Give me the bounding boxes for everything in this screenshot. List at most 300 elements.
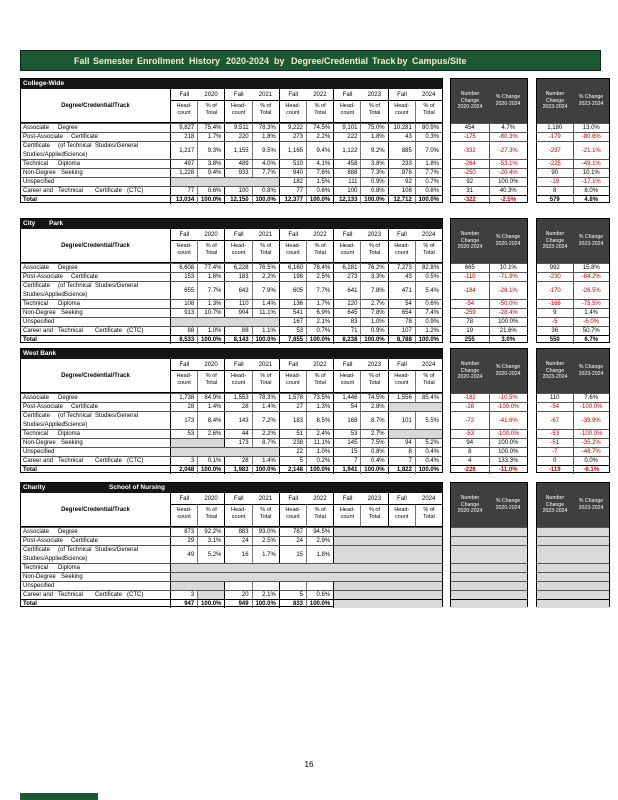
summary-row: [537, 456, 609, 465]
pct-cell: 73.5%: [306, 394, 333, 402]
table-row: [21, 299, 442, 308]
pct-cell: 100.0%: [252, 466, 279, 474]
subheader-pct-of-total: % of Total: [415, 101, 442, 122]
headcount-cell: [333, 591, 360, 599]
headcount-cell: 100: [224, 187, 251, 195]
year-label: 2023: [367, 495, 381, 502]
headcount-cell: [333, 564, 360, 572]
percent-change-cell: -27.3%: [489, 142, 528, 159]
pct-cell: 2.1%: [306, 318, 333, 326]
year-header: [224, 89, 278, 101]
year-season-label: Fall: [233, 231, 244, 238]
headcount-cell: 24: [224, 537, 251, 545]
pct-cell: 78.3%: [252, 124, 279, 132]
pct-cell: [306, 564, 333, 572]
campus-table-block: [20, 78, 610, 203]
percent-change-cell: 100.0%: [489, 439, 528, 447]
subheader-headcount: Head- count: [176, 373, 192, 386]
summary-row: [537, 281, 609, 299]
row-label-text: Unspecified: [23, 583, 55, 589]
row-label-text: Certificate: [71, 538, 99, 544]
summary-row: [451, 563, 527, 572]
headcount-cell: 5: [279, 591, 306, 599]
percent-change-cell: 100.0%: [489, 178, 528, 186]
pct-cell: 1.0%: [360, 318, 387, 326]
summary-header: [451, 349, 527, 393]
headcount-cell: [388, 573, 415, 581]
pct-cell: [306, 582, 333, 590]
table-header: [21, 493, 442, 527]
row-label-text: Technical: [58, 458, 84, 464]
row-label: [21, 466, 171, 474]
pct-cell: 75.4%: [197, 124, 224, 132]
summary-row: [451, 132, 527, 141]
pct-cell: 100.0%: [197, 336, 224, 344]
pct-cell: 76.2%: [360, 264, 387, 272]
headcount-cell: [224, 178, 251, 186]
table-row: [21, 545, 442, 563]
row-label-text: Unspecified: [23, 319, 55, 325]
subheader-headcount: Head- count: [333, 505, 360, 526]
number-change-cell: 8: [553, 188, 557, 194]
summary-row: [537, 402, 609, 411]
row-label-text: Technical: [23, 301, 49, 307]
year-label: 2020: [204, 231, 218, 238]
pct-cell: 0.3%: [415, 133, 442, 141]
title-segment: Degree/Credential: [291, 55, 369, 66]
headcount-cell: [388, 546, 415, 563]
summary-header: [537, 483, 609, 527]
table-row: [21, 308, 442, 317]
year-season-label: Fall: [233, 495, 244, 502]
headcount-cell: 220: [333, 300, 360, 308]
number-change-cell: [537, 582, 573, 590]
summary-row: [451, 326, 527, 335]
summary-row: [537, 317, 609, 326]
change-2020-2024-box: [450, 218, 528, 343]
pct-cell: 100.0%: [197, 466, 224, 474]
number-change-cell: 9: [553, 310, 557, 316]
row-label-text: Certificate: [71, 404, 99, 410]
pct-cell: 0.8%: [252, 187, 279, 195]
summary-row: [451, 402, 527, 411]
summary-row: [451, 186, 527, 195]
headcount-cell: [224, 448, 251, 456]
summary-row: [451, 527, 527, 536]
headcount-cell: 168: [333, 412, 360, 429]
headcount-cell: 947: [184, 601, 195, 607]
pct-cell: 9.4%: [197, 169, 224, 177]
pct-cell: [306, 573, 333, 581]
pct-cell: 100.0%: [415, 196, 442, 204]
summary-row: [451, 168, 527, 177]
summary-row: [537, 326, 609, 335]
headcount-cell: 6,608: [179, 265, 195, 271]
column-header-degree-credential-track: Degree/Credential/Track: [21, 229, 171, 262]
summary-row: [451, 572, 527, 581]
year-season-label: Fall: [288, 91, 298, 98]
number-change-cell: 78: [466, 319, 474, 325]
headcount-cell: 173: [224, 439, 251, 447]
row-label: [21, 412, 171, 429]
headcount-cell: 458: [333, 160, 360, 168]
row-label: [21, 394, 171, 402]
pct-cell: [197, 582, 224, 590]
year-header: [388, 89, 442, 101]
row-label-text: Certificate: [23, 143, 51, 149]
pct-cell: [252, 448, 279, 456]
summary-row: [537, 159, 609, 168]
percent-change-cell: -80.3%: [489, 133, 528, 141]
pct-cell: 7.8%: [360, 282, 387, 299]
row-label-text: Post-Associate: [23, 538, 64, 544]
subheader-headcount: Head- count: [224, 371, 251, 392]
summary-row: [451, 281, 527, 299]
pct-cell: 100.0%: [252, 196, 279, 204]
headcount-cell: [388, 528, 415, 536]
title-segment: by: [397, 55, 408, 66]
pct-cell: 0.4%: [360, 457, 387, 465]
headcount-cell: 904: [224, 309, 251, 317]
table-header: [21, 89, 442, 123]
pct-cell: [360, 573, 387, 581]
subheader-pct-of-total: % of Total: [360, 241, 387, 262]
year-season-label: Fall: [179, 495, 190, 502]
headcount-cell: [171, 439, 197, 447]
pct-cell: 1.0%: [306, 448, 333, 456]
pct-cell: [360, 591, 387, 599]
pct-cell: 0.2%: [306, 457, 333, 465]
row-label: [21, 546, 171, 563]
summary-header-column: Number Change 2020-2024: [457, 90, 483, 111]
percent-change-cell: -49.1%: [573, 160, 610, 168]
headcount-cell: 8,788: [388, 336, 415, 344]
row-label: [21, 537, 171, 545]
row-label-text: (of Technical: [58, 283, 92, 289]
subheader-row: [171, 371, 442, 392]
pct-cell: [415, 430, 442, 438]
pct-cell: 0.6%: [415, 300, 442, 308]
summary-row: [537, 563, 609, 572]
headcount-cell: 43: [388, 273, 415, 281]
pct-cell: 100.0%: [306, 196, 333, 204]
year-label: 2024: [422, 361, 436, 368]
number-change-cell: [451, 564, 489, 572]
pct-cell: [197, 448, 224, 456]
summary-row: [451, 545, 527, 563]
pct-cell: [197, 318, 224, 326]
pct-cell: 84.9%: [197, 394, 224, 402]
subheader-headcount: Head- count: [224, 241, 251, 262]
pct-cell: [197, 564, 224, 572]
headcount-cell: 7: [333, 457, 360, 465]
row-label-text: Degree: [58, 529, 78, 535]
summary-row: [451, 299, 527, 308]
summary-row: [537, 536, 609, 545]
table-row: [21, 177, 442, 186]
pct-cell: 2.4%: [306, 430, 333, 438]
table-row: [21, 527, 442, 536]
headcount-cell: 183: [279, 412, 306, 429]
headcount-cell: 6,160: [279, 264, 306, 272]
percent-change-cell: -71.9%: [489, 273, 528, 281]
number-change-cell: -54: [465, 301, 475, 307]
number-change-cell: -5: [552, 319, 558, 325]
number-change-cell: 992: [549, 265, 560, 271]
percent-change-cell: -20.4%: [489, 169, 528, 177]
subheader-headcount: Head- count: [224, 101, 251, 122]
percent-change-cell: 4.8%: [573, 196, 610, 204]
headcount-cell: 6,281: [333, 264, 360, 272]
headcount-cell: [224, 573, 251, 581]
headcount-cell: 273: [279, 133, 306, 141]
headcount-cell: 1,553: [224, 394, 251, 402]
table-row: [21, 263, 442, 272]
summary-header-column: % Change 2020-2024: [495, 498, 521, 511]
summary-row: [537, 429, 609, 438]
percent-change-cell: -28.4%: [489, 309, 528, 317]
percent-change-cell: -84.2%: [573, 273, 610, 281]
subheader-headcount: Head- count: [333, 101, 360, 122]
number-change-cell: 579: [549, 197, 560, 203]
summary-header: [537, 349, 609, 393]
subheader-row: [171, 241, 442, 262]
pct-cell: 100.0%: [306, 466, 333, 474]
headcount-cell: 2,048: [179, 467, 195, 473]
headcount-cell: 92: [388, 178, 415, 186]
number-change-cell: 110: [549, 395, 560, 401]
number-change-cell: -54: [550, 404, 560, 410]
row-label: [21, 133, 171, 141]
percent-change-cell: -75.5%: [573, 300, 610, 308]
number-change-cell: -322: [463, 197, 476, 203]
row-label-text: Certificate: [71, 274, 99, 280]
summary-header-column: % Change 2020-2024: [495, 364, 521, 377]
year-season-label: Fall: [397, 495, 407, 502]
number-change-cell: -237: [548, 147, 561, 154]
percent-change-cell: [573, 591, 610, 599]
number-change-cell: 665: [464, 265, 475, 271]
headcount-cell: 44: [224, 430, 251, 438]
pct-cell: 2.1%: [252, 591, 279, 599]
year-season-label: Fall: [397, 361, 407, 368]
pct-cell: 1.8%: [415, 160, 442, 168]
number-change-cell: 255: [464, 337, 475, 343]
percent-change-cell: 100.0%: [489, 318, 528, 326]
pct-cell: 3.1%: [197, 537, 224, 545]
pct-cell: 6.9%: [306, 309, 333, 317]
percent-change-cell: -35.2%: [573, 439, 610, 447]
summary-row: [451, 465, 527, 474]
percent-change-cell: [573, 573, 610, 581]
pct-cell: 8.7%: [360, 412, 387, 429]
number-change-cell: -182: [463, 395, 476, 401]
pct-cell: [360, 537, 387, 545]
pct-cell: 0.9%: [360, 327, 387, 335]
percent-change-cell: 15.8%: [573, 264, 610, 272]
subheader-headcount: Head- count: [333, 241, 360, 262]
headcount-cell: 108: [184, 301, 195, 307]
row-label-text: Non-Degree: [23, 440, 56, 446]
number-change-cell: [537, 546, 573, 563]
number-change-cell: -332: [463, 147, 476, 154]
year-label: 2023: [367, 231, 381, 238]
row-label: [21, 327, 171, 335]
headcount-cell: 16: [224, 546, 251, 563]
subheader-headcount: Head- count: [279, 505, 306, 526]
row-label-text: Associate: [23, 529, 50, 535]
number-change-cell: 4: [468, 458, 472, 464]
pct-cell: [360, 546, 387, 563]
headcount-cell: 173: [184, 417, 195, 424]
headcount-cell: [388, 403, 415, 411]
pct-cell: 1.4%: [252, 457, 279, 465]
year-label: 2023: [367, 91, 381, 98]
headcount-cell: 497: [184, 161, 195, 167]
pct-cell: 75.0%: [360, 124, 387, 132]
subheader-headcount: Head- count: [388, 101, 415, 122]
headcount-cell: 655: [184, 287, 195, 294]
row-label: [21, 273, 171, 281]
pct-cell: [360, 600, 387, 608]
row-label-text: Studies/General: [95, 143, 139, 149]
pct-cell: [360, 582, 387, 590]
pct-cell: 4.1%: [306, 160, 333, 168]
pct-cell: [415, 582, 442, 590]
headcount-cell: 9,827: [179, 125, 195, 131]
pct-cell: 94.5%: [306, 528, 333, 536]
number-change-cell: 0: [553, 458, 557, 464]
headcount-cell: [171, 582, 197, 590]
number-change-cell: -110: [463, 274, 476, 280]
headcount-cell: 7,855: [279, 336, 306, 344]
percent-change-cell: [489, 528, 528, 536]
pct-cell: 1.5%: [306, 178, 333, 186]
pct-cell: 78.3%: [252, 394, 279, 402]
pct-cell: 2.5%: [306, 273, 333, 281]
headcount-cell: 1,941: [333, 466, 360, 474]
title-segment: Enrollment: [137, 55, 185, 66]
pct-cell: 0.4%: [415, 448, 442, 456]
summary-row: [451, 317, 527, 326]
percent-change-cell: [573, 600, 610, 608]
pct-cell: 0.5%: [415, 273, 442, 281]
year-header: [279, 359, 333, 371]
headcount-cell: 49: [187, 551, 195, 558]
campus-title: School of Nursing: [109, 484, 165, 491]
pct-cell: [415, 600, 442, 608]
year-header: [171, 89, 224, 101]
headcount-cell: 5: [279, 457, 306, 465]
subheader-pct-of-total: % of Total: [415, 241, 442, 262]
table-row: [21, 429, 442, 438]
pct-cell: [252, 318, 279, 326]
subheader-pct-of-total: % of Total: [306, 101, 333, 122]
row-label: [21, 264, 171, 272]
pct-cell: 3.8%: [360, 160, 387, 168]
headcount-cell: 1,165: [279, 142, 306, 159]
headcount-cell: 10,281: [388, 124, 415, 132]
percent-change-cell: [489, 591, 528, 599]
pct-cell: 2.9%: [306, 537, 333, 545]
summary-header-column: % Change 2023-2024: [578, 498, 604, 511]
row-label-text: Career and: [23, 592, 54, 598]
number-change-cell: 94: [466, 440, 474, 446]
subheader-pct-of-total: % of Total: [197, 101, 224, 122]
number-change-cell: -28: [465, 404, 475, 410]
row-label-text: Total: [23, 467, 37, 473]
row-label-text: Associate: [23, 395, 50, 401]
table-row: [21, 402, 442, 411]
summary-header-column: % Change 2023-2024: [578, 364, 604, 377]
row-label-text: Science): [64, 292, 88, 298]
row-label-text: Diploma: [58, 301, 81, 307]
headcount-cell: 1,155: [224, 142, 251, 159]
percent-change-cell: -11.0%: [489, 466, 528, 474]
subheader-pct-of-total: % of Total: [197, 241, 224, 262]
summary-row: [537, 590, 609, 599]
number-change-cell: [451, 600, 489, 608]
percent-change-cell: 10.1%: [489, 264, 528, 272]
number-change-cell: 550: [549, 337, 560, 343]
row-label-text: Seeking: [61, 574, 83, 580]
pct-cell: 0.4%: [415, 457, 442, 465]
summary-row: [451, 536, 527, 545]
headcount-cell: [171, 573, 197, 581]
year-header: [388, 229, 442, 241]
headcount-cell: 885: [388, 142, 415, 159]
year-season-label: Fall: [342, 91, 353, 98]
row-label-text: Associate: [23, 265, 50, 271]
column-header-degree-credential-track: Degree/Credential/Track: [21, 89, 171, 122]
row-label-text: Non-Degree: [23, 574, 56, 580]
summary-header: [537, 79, 609, 123]
headcount-cell: 145: [333, 439, 360, 447]
pct-cell: 85.4%: [415, 394, 442, 402]
headcount-cell: [388, 582, 415, 590]
row-label-text: Total: [23, 601, 37, 607]
headcount-cell: 9,222: [279, 124, 306, 132]
headcount-cell: 949: [224, 600, 251, 608]
year-season-label: Fall: [233, 91, 244, 98]
headcount-cell: 641: [333, 282, 360, 299]
pct-cell: 100.0%: [415, 466, 442, 474]
summary-header-column: % Change 2023-2024: [578, 94, 604, 107]
row-label: [21, 124, 171, 132]
row-label: [21, 300, 171, 308]
pct-cell: 1.2%: [415, 327, 442, 335]
number-change-cell: 1,180: [547, 125, 563, 131]
row-label-text: Science): [64, 152, 88, 158]
report-title-bar: [20, 50, 601, 71]
year-header: [333, 359, 387, 371]
headcount-cell: 100: [333, 187, 360, 195]
row-label: [21, 187, 171, 195]
title-segment: Track: [372, 55, 396, 66]
row-label: [21, 564, 171, 572]
headcount-cell: 77: [279, 187, 306, 195]
headcount-cell: [388, 591, 415, 599]
summary-header-column: Number Change 2023-2024: [542, 360, 568, 381]
headcount-cell: 3: [190, 592, 195, 598]
campus-title: City: [23, 220, 36, 227]
next-page-bar-fragment: [20, 793, 98, 800]
table-row: [21, 317, 442, 326]
year-label: 2020: [204, 361, 218, 368]
pct-cell: 0.8%: [360, 448, 387, 456]
pct-cell: 7.9%: [252, 282, 279, 299]
headcount-cell: 183: [224, 273, 251, 281]
